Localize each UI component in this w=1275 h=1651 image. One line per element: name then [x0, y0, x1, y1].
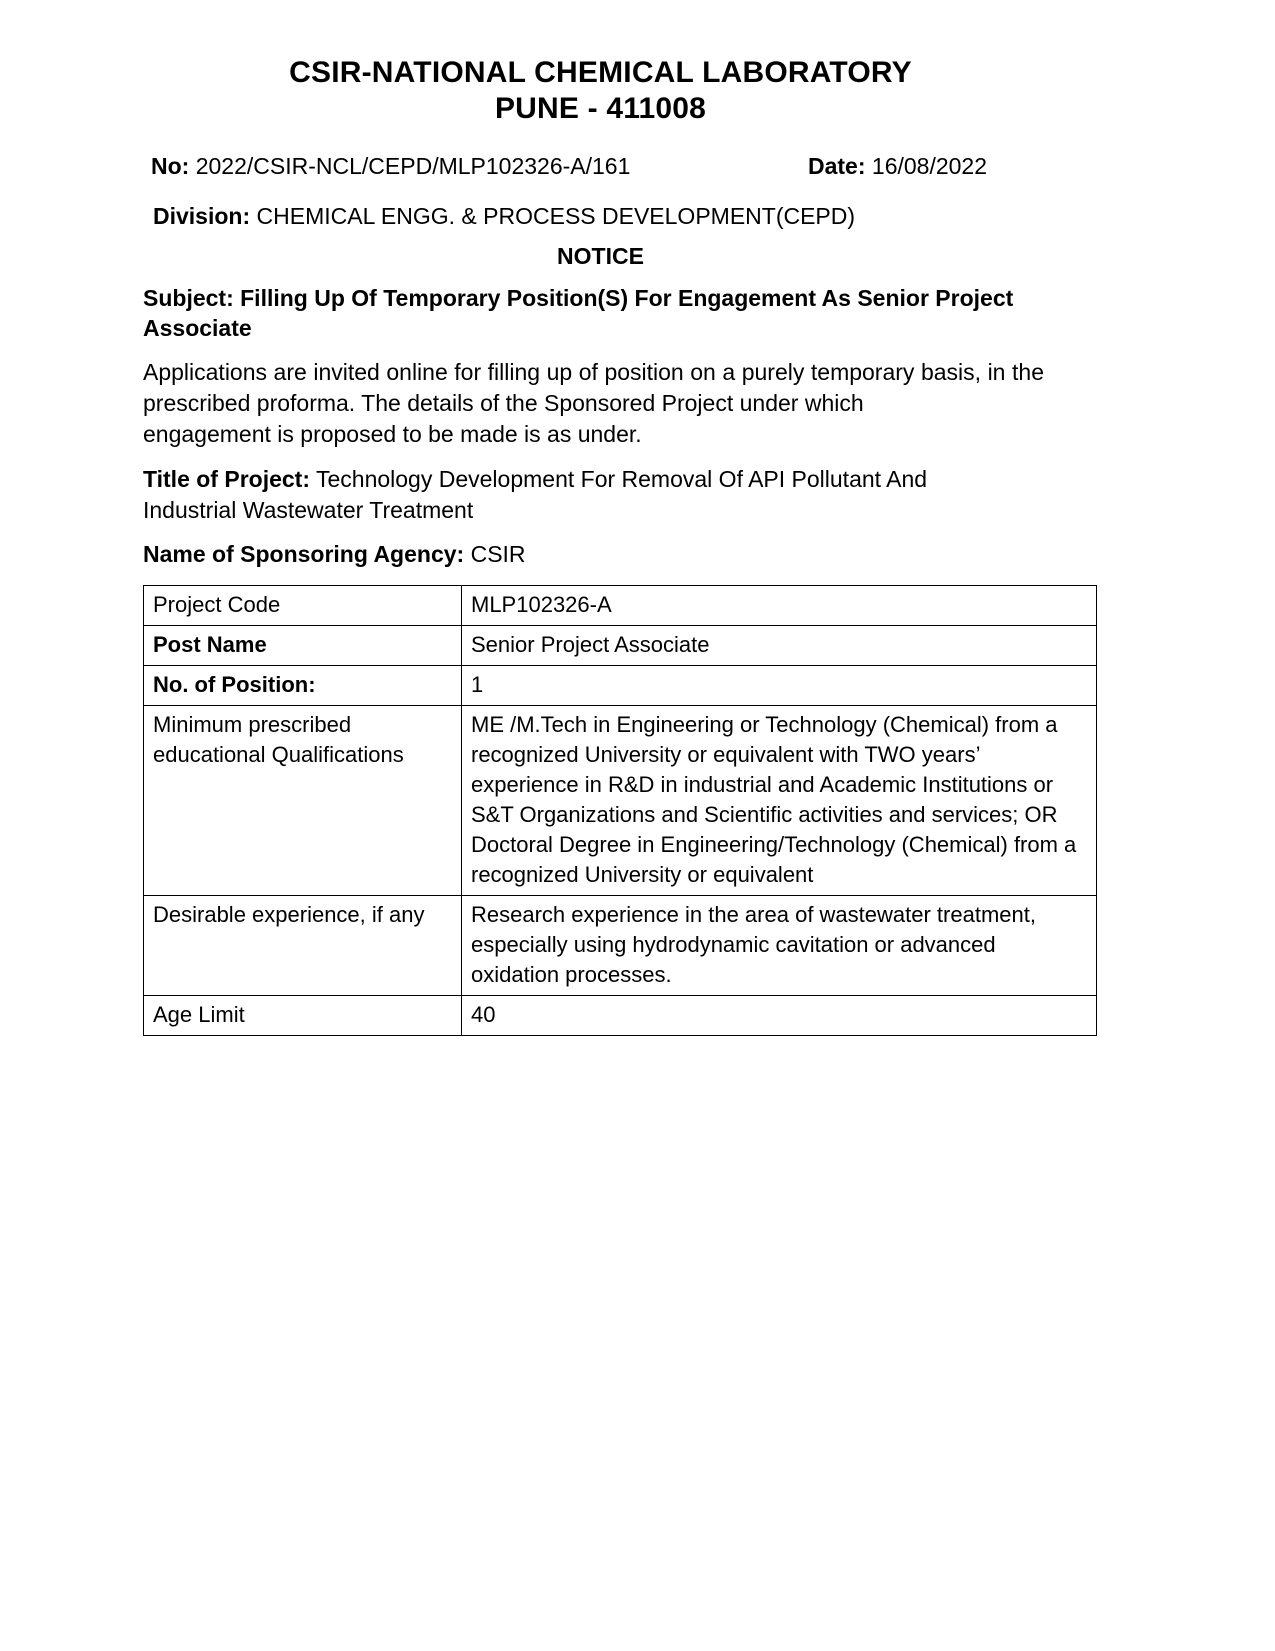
body-paragraph-last-line: engagement is proposed to be made is as under. — [143, 421, 642, 447]
table-cell-value: Research experience in the area of wastewater treatment, especially using hydrodynamic cavitation or advanced oxidation processes. — [462, 896, 1097, 996]
division-value: CHEMICAL ENGG. & PROCESS DEVELOPMENT(CEPD) — [256, 203, 856, 229]
subject-label: Subject: — [143, 285, 234, 311]
table-row — [144, 996, 1097, 1036]
body-paragraph-text: Applications are invited online for filling up of position on a purely temporary basis, in the prescribed proforma. The details of the Sponsored Project under which — [143, 359, 1044, 416]
table-row — [144, 666, 1097, 706]
notice-heading: NOTICE — [557, 243, 644, 269]
table-cell-value: 1 — [462, 666, 1097, 706]
table-cell-value: MLP102326-A — [462, 586, 1097, 626]
body-paragraph — [143, 357, 1044, 450]
reference-date-value: 16/08/2022 — [871, 153, 988, 179]
project-title-line — [143, 464, 1003, 526]
reference-number-label: No: — [151, 153, 190, 179]
table-cell-value: Senior Project Associate — [462, 626, 1097, 666]
subject-value: Filling Up Of Temporary Position(S) For Engagement As Senior Project Associate — [143, 285, 1014, 341]
table-cell-key: Age Limit — [144, 996, 462, 1036]
table-row — [144, 586, 1097, 626]
subject-line — [143, 283, 1053, 343]
table-cell-key: Project Code — [144, 586, 462, 626]
reference-number-value: 2022/CSIR-NCL/CEPD/MLP102326-A/161 — [195, 153, 631, 179]
sponsoring-agency-value: CSIR — [470, 541, 526, 567]
organization-name: CSIR-NATIONAL CHEMICAL LABORATORY — [289, 56, 912, 89]
table-row — [144, 626, 1097, 666]
sponsoring-agency-line — [143, 539, 1058, 569]
table-row — [144, 896, 1097, 996]
table-cell-key: Desirable experience, if any — [144, 896, 462, 996]
sponsoring-agency-label: Name of Sponsoring Agency: — [143, 541, 465, 567]
reference-date — [808, 151, 987, 181]
division-label: Division: — [153, 203, 251, 229]
table-cell-value: 40 — [462, 996, 1097, 1036]
reference-number — [151, 151, 630, 181]
table-row — [144, 706, 1097, 896]
organization-location: PUNE - 411008 — [494, 92, 707, 125]
reference-date-label: Date: — [808, 153, 866, 179]
table-cell-key: Post Name — [144, 626, 462, 666]
division-line — [153, 201, 1058, 231]
project-title-label: Title of Project: — [143, 466, 310, 492]
table-cell-key: Minimum prescribed educational Qualifications — [144, 706, 462, 896]
table-cell-key: No. of Position: — [144, 666, 462, 706]
document-body — [143, 55, 1077, 1036]
project-title-value: Technology Development For Removal Of API Pollutant And Industrial Wastewater Treatment — [143, 466, 928, 523]
reference-row — [143, 151, 1058, 181]
position-details-table — [143, 585, 1097, 1036]
table-cell-value: ME /M.Tech in Engineering or Technology (Chemical) from a recognized University or equivalent with TWO years’ experience in R&D in industrial and Academic Institutions or S&T Organizations and Scientific activities and services; OR Doctoral Degree in Engineering/Technology (Chemical) from a recognized University or equivalent — [462, 706, 1097, 896]
organization-title — [143, 55, 1058, 127]
